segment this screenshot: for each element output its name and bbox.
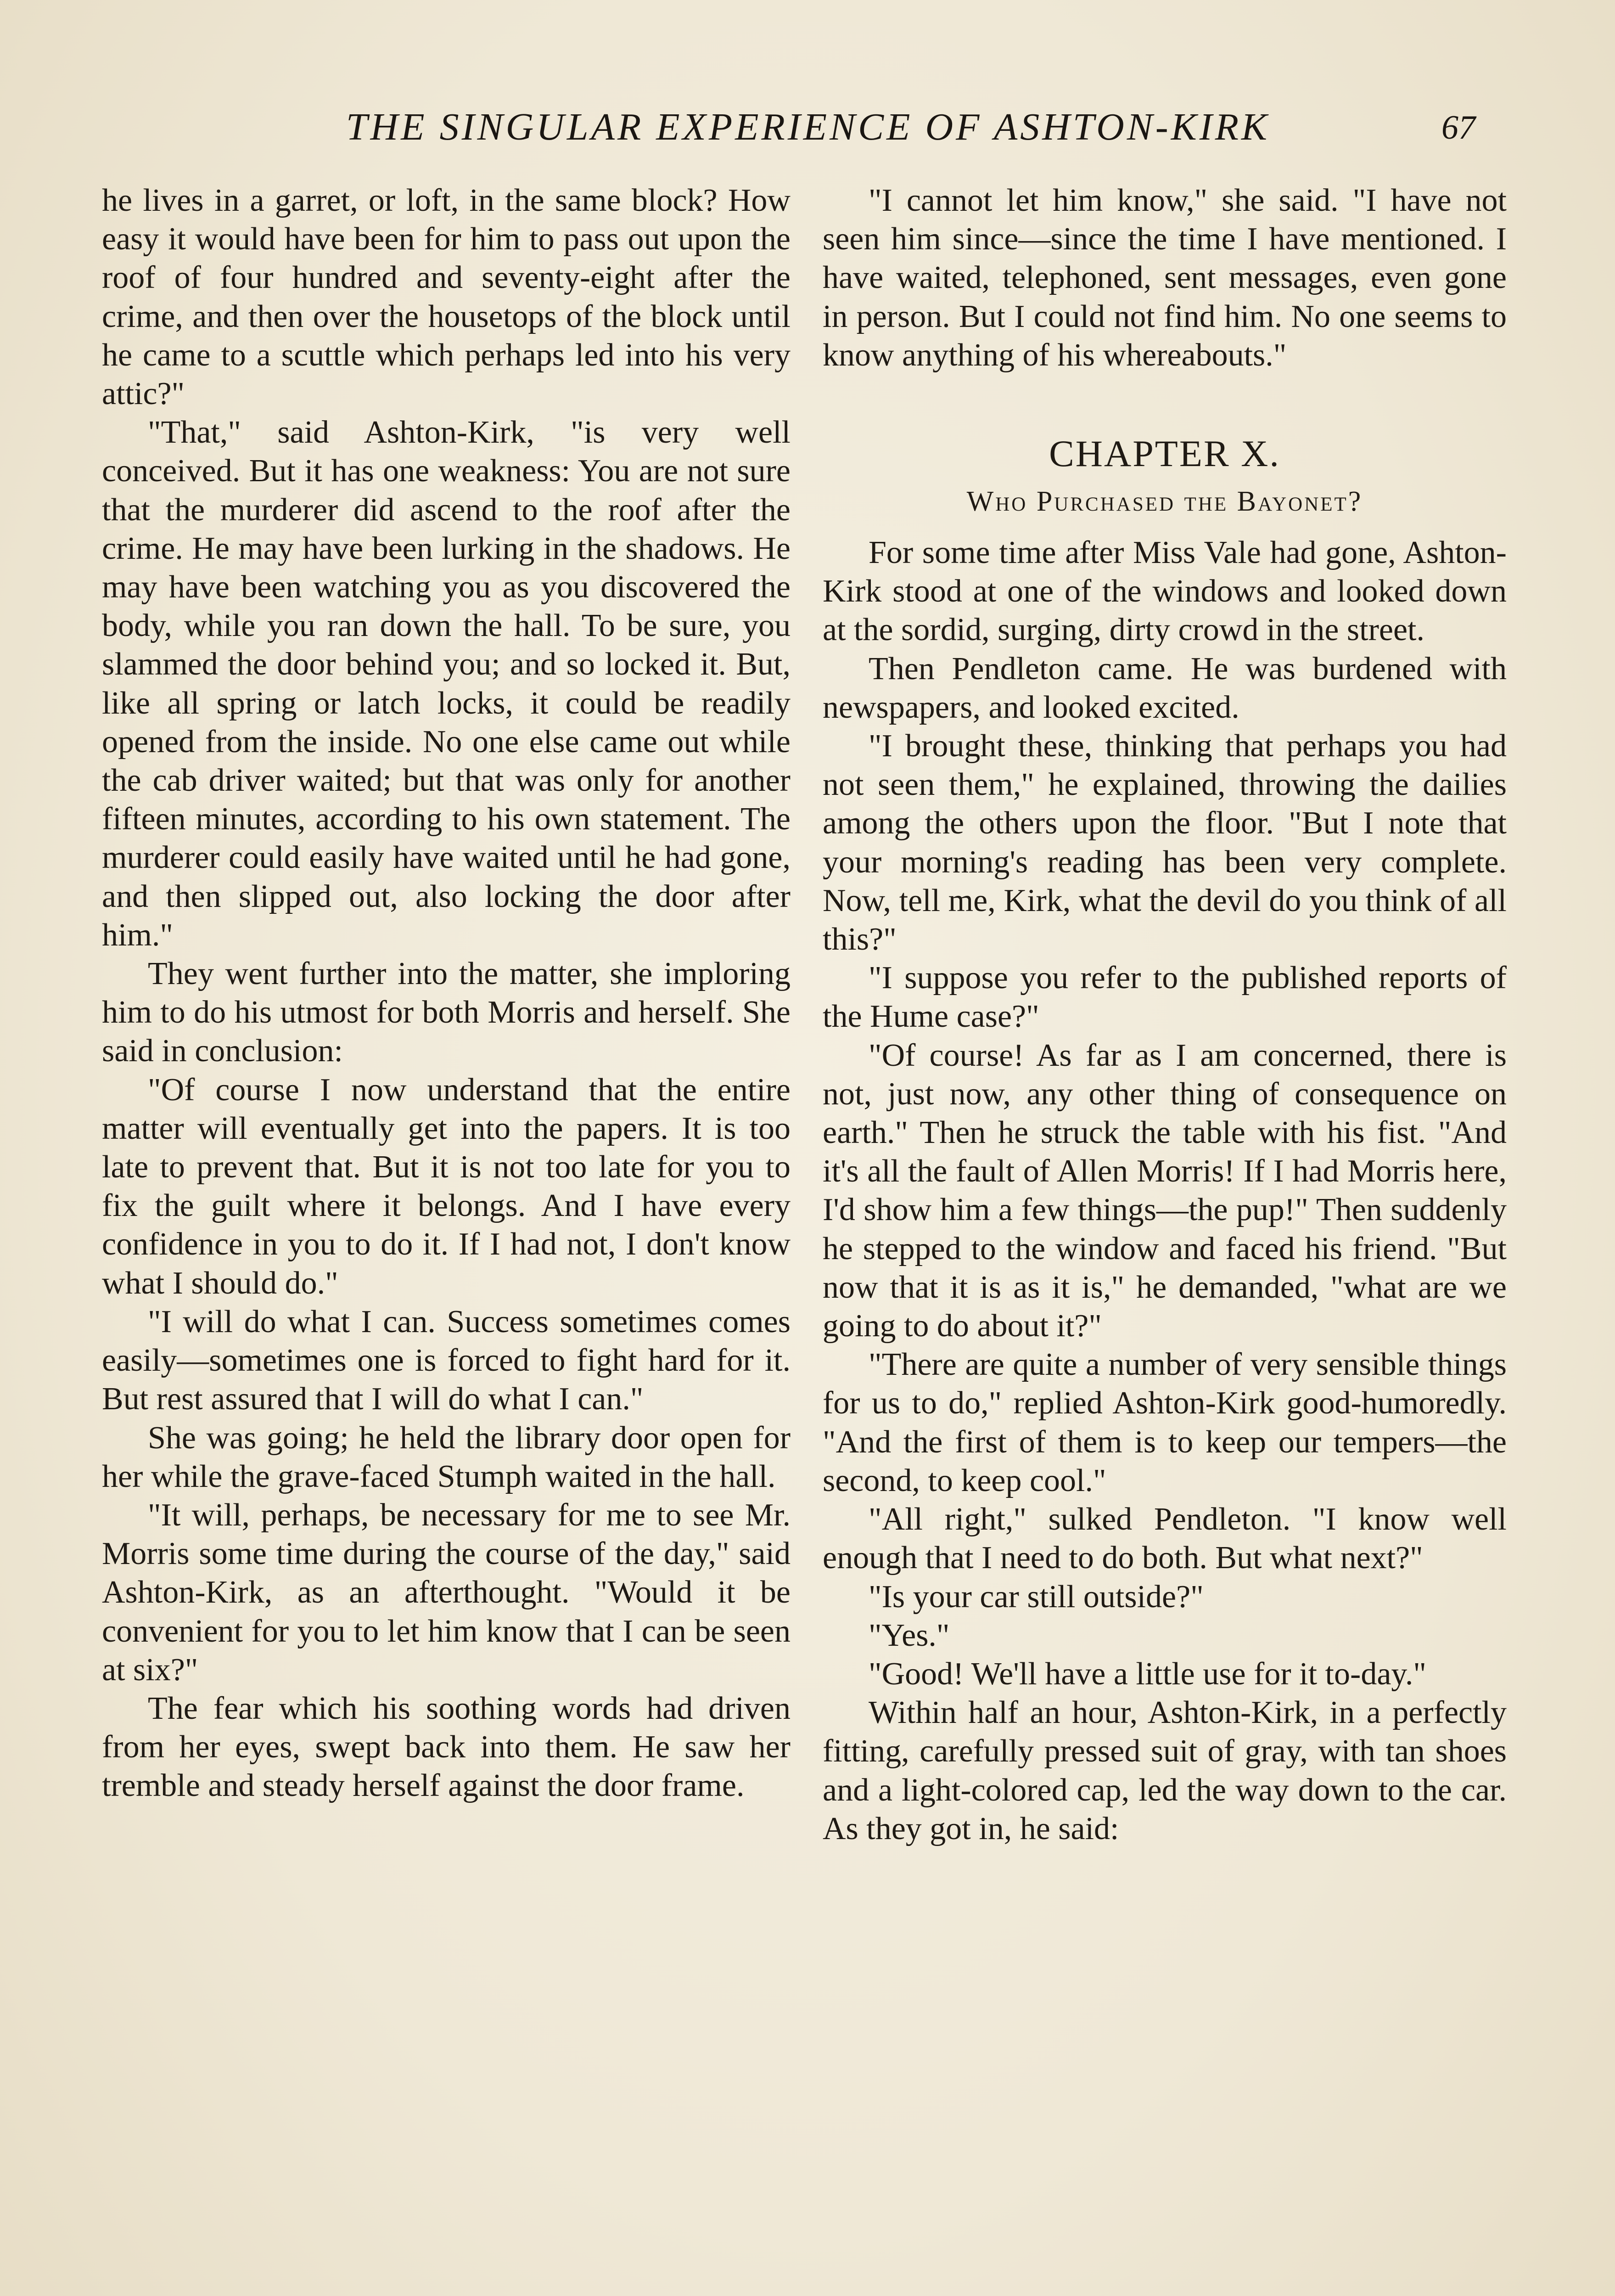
chapter-subtitle: Who Purchased the Bayonet? <box>966 486 1363 518</box>
paragraph: "I cannot let him know," she said. "I have not seen him since—since the time I have mentioned. I have waited, telephoned, sent messages, even gone in person. But I could not find him. No one seems to know anything of his whereabouts." <box>823 183 1507 373</box>
running-title: THE SINGULAR EXPERIENCE OF ASHTON-KIRK <box>346 106 1270 148</box>
paragraph: "That," said Ashton-Kirk, "is very well conceived. But it has one weakness: You are not sure that the murderer did ascend to the roof after the crime. He may have been lurking in the shadows. He may have been watching you as you discovered the body, while you ran down the hall. To be sure, you slammed the door behind you; and so locked it. But, like all spring or latch locks, it could be readily opened from the inside. No one else came out while the cab driver waited; but that was only for another fifteen minutes, according to his own statement. The murderer could easily have waited until he had gone, and then slipped out, also locking the door after him." <box>102 415 791 953</box>
paragraph: "All right," sulked Pendleton. "I know well enough that I need to do both. But what next?" <box>823 1502 1507 1576</box>
paragraph: "Yes." <box>869 1617 950 1653</box>
paragraph: "Is your car still outside?" <box>869 1579 1204 1615</box>
paragraph: "There are quite a number of very sensible things for us to do," replied Ashton-Kirk good-humoredly. "And the first of them is to keep our tempers—the second, to keep cool." <box>823 1347 1507 1498</box>
paragraph: She was going; he held the library door open for her while the grave-faced Stumph waited in the hall. <box>102 1420 791 1494</box>
paragraph: "I will do what I can. Success sometimes comes easily—sometimes one is forced to fight hard for it. But rest assured that I will do what I can." <box>102 1304 791 1417</box>
paragraph: For some time after Miss Vale had gone, Ashton-Kirk stood at one of the windows and looked down at the sordid, surging, dirty crowd in the street. <box>823 535 1507 648</box>
paragraph: "Of course! As far as I am concerned, there is not, just now, any other thing of consequence on earth." Then he struck the table with his fist. "And it's all the fault of Allen Morris! If I had Morris here, I'd show him a few things—the pup!" Then suddenly he stepped to the window and faced his friend. "But now that it is as it is," he demanded, "what are we going to do about it?" <box>823 1037 1507 1344</box>
paragraph: The fear which his soothing words had driven from her eyes, swept back into them. He saw her tremble and steady herself against the door frame. <box>102 1690 791 1804</box>
paragraph: "I brought these, thinking that perhaps you had not seen them," he explained, throwing the dailies among the others upon the floor. "But I note that your morning's reading has been very complete. Now, tell me, Kirk, what the devil do you think of all this?" <box>823 728 1507 957</box>
paragraph: "Good! We'll have a little use for it to-day." <box>869 1656 1426 1692</box>
paragraph: he lives in a garret, or loft, in the same block? How easy it would have been for him to pass out upon the roof of four hundred and seventy-eight after the crime, and then over the housetops of the block until he came to a scuttle which perhaps led into his very attic?" <box>102 183 791 412</box>
paragraph: "I suppose you refer to the published reports of the Hume case?" <box>823 960 1507 1035</box>
paragraph: Within half an hour, Ashton-Kirk, in a perfectly fitting, carefully pressed suit of gray, with tan shoes and a light-colored cap, led the way down to the car. As they got in, he said: <box>823 1695 1507 1846</box>
left-text-column <box>102 181 791 1806</box>
page-number: 67 <box>1441 109 1475 146</box>
paragraph: "Of course I now understand that the entire matter will eventually get into the papers. It is too late to prevent that. But it is not too late for you to fix the guilt where it belongs. And I have every confidence in you to do it. If I had not, I don't know what I should do." <box>102 1072 791 1301</box>
right-text-column <box>823 181 1507 1848</box>
chapter-title: CHAPTER X. <box>1049 433 1280 475</box>
paragraph: "It will, perhaps, be necessary for me to see Mr. Morris some time during the course of the day," said Ashton-Kirk, as an afterthought. "Would it be convenient for you to let him know that I can be seen at six?" <box>102 1497 791 1688</box>
paragraph: Then Pendleton came. He was burdened with newspapers, and looked excited. <box>823 651 1507 725</box>
paragraph: They went further into the matter, she imploring him to do his utmost for both Morris and herself. She said in conclusion: <box>102 956 791 1069</box>
